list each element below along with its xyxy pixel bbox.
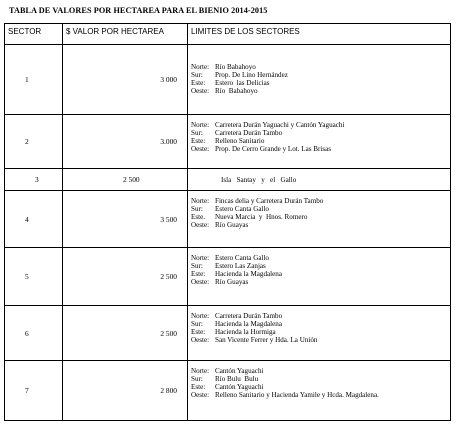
limite-direccion: Sur: xyxy=(191,375,203,383)
limite-direccion: Oeste: xyxy=(191,87,210,95)
limite-direccion: Oeste: xyxy=(191,145,210,153)
table-row xyxy=(5,191,451,248)
limite-direccion: Este. xyxy=(191,213,205,221)
limite-direccion: Sur: xyxy=(191,205,203,213)
header-limites: LIMITES DE LOS SECTORES xyxy=(188,24,451,45)
limite-direccion: Oeste: xyxy=(191,278,210,286)
limite-direccion: Oeste: xyxy=(191,221,210,229)
limite-descripcion: Prop. De Lino Hernández xyxy=(215,71,288,79)
sector-cell: 5 xyxy=(5,248,63,306)
limite-line xyxy=(191,312,450,320)
limites-cell xyxy=(188,45,451,115)
limite-direccion: Este: xyxy=(191,270,206,278)
header-sector: SECTOR xyxy=(5,24,63,45)
limites-cell xyxy=(188,248,451,306)
limite-line xyxy=(191,221,450,229)
limite-line xyxy=(191,71,450,79)
valor-cell: 2 800 xyxy=(63,361,188,421)
limite-direccion: Oeste: xyxy=(191,391,210,399)
valor-cell: 3.000 xyxy=(63,115,188,169)
limite-direccion: Norte: xyxy=(191,254,210,262)
limite-line xyxy=(191,79,450,87)
limite-descripcion: Carretera Durán Tambo xyxy=(215,129,283,137)
limite-descripcion: Cantón Yaguachi xyxy=(215,383,264,391)
limite-descripcion: Hacienda la Magdalena xyxy=(215,320,282,328)
limite-descripcion: San Vicente Ferrer y Hda. La Unión xyxy=(215,336,318,344)
limite-direccion: Este: xyxy=(191,383,206,391)
limite-line xyxy=(191,278,450,286)
limite-line xyxy=(191,367,450,375)
limite-line xyxy=(191,262,450,270)
limite-line xyxy=(191,121,450,129)
limite-descripcion: Hacienda la Magdalena xyxy=(215,270,282,278)
limite-direccion: Norte: xyxy=(191,197,210,205)
limite-unico: Isla Santay y el Gallo xyxy=(221,175,297,184)
valor-cell: 2 500 xyxy=(63,169,188,191)
page-title: TABLA DE VALORES POR HECTAREA PARA EL BIENIO 2014-2015 xyxy=(9,6,268,15)
limite-direccion: Norte: xyxy=(191,63,210,71)
limite-descripcion: Estero Las Zanjas xyxy=(215,262,266,270)
limite-descripcion: Río Guayas xyxy=(215,278,249,286)
table-row xyxy=(5,169,451,191)
limites-cell xyxy=(188,169,451,191)
table-row xyxy=(5,45,451,115)
limite-line xyxy=(191,320,450,328)
limite-descripcion: Río Guayas xyxy=(215,221,249,229)
limite-descripcion: Nueva Marcia y Hnos. Romero xyxy=(215,213,308,221)
sector-cell: 4 xyxy=(5,191,63,248)
limite-descripcion: Hacienda la Hormiga xyxy=(215,328,276,336)
limite-line xyxy=(191,129,450,137)
sector-cell: 3 xyxy=(5,169,63,191)
limite-line xyxy=(191,391,450,399)
valor-cell: 2 500 xyxy=(63,248,188,306)
limite-line xyxy=(191,87,450,95)
limite-descripcion: Carretera Durán Yaguachi y Cantón Yaguachi xyxy=(215,121,345,129)
valores-table xyxy=(4,23,451,421)
limite-direccion: Norte: xyxy=(191,121,210,129)
limite-line xyxy=(191,205,450,213)
limite-direccion: Sur: xyxy=(191,71,203,79)
limite-direccion: Este: xyxy=(191,79,206,87)
limite-line xyxy=(191,328,450,336)
limite-direccion: Oeste: xyxy=(191,336,210,344)
valor-cell: 3 500 xyxy=(63,191,188,248)
limite-line xyxy=(191,213,450,221)
limite-descripcion: Río Babahoyo xyxy=(215,63,256,71)
valor-cell: 2 500 xyxy=(63,306,188,361)
valor-cell: 3 000 xyxy=(63,45,188,115)
limite-direccion: Sur: xyxy=(191,262,203,270)
limite-direccion: Este: xyxy=(191,328,206,336)
limite-descripcion: Río Babahoyo xyxy=(215,87,258,95)
limite-line xyxy=(191,197,450,205)
limite-direccion: Norte: xyxy=(191,367,210,375)
table-body xyxy=(5,45,451,421)
table-row xyxy=(5,248,451,306)
limite-descripcion: Relleno Sanitario xyxy=(215,137,265,145)
limite-line xyxy=(191,270,450,278)
table-row xyxy=(5,306,451,361)
limite-direccion: Este: xyxy=(191,137,206,145)
table-row xyxy=(5,361,451,421)
sector-cell: 1 xyxy=(5,45,63,115)
limite-line xyxy=(191,375,450,383)
limite-descripcion: Prop. De Cerro Grande y Lot. Las Brisas xyxy=(215,145,332,153)
limite-descripcion: Estero Canta Gallo xyxy=(215,254,269,262)
limite-line xyxy=(191,336,450,344)
limite-line xyxy=(191,383,450,391)
limites-cell xyxy=(188,306,451,361)
limite-line xyxy=(191,254,450,262)
limite-line xyxy=(191,137,450,145)
limites-cell xyxy=(188,361,451,421)
limite-line xyxy=(191,145,450,153)
limite-descripcion: Cantón Yaguachi xyxy=(215,367,264,375)
header-valor: $ VALOR POR HECTAREA xyxy=(63,24,188,45)
limite-direccion: Sur: xyxy=(191,129,203,137)
limite-descripcion: Estero Canta Gallo xyxy=(215,205,269,213)
limite-line xyxy=(191,63,450,71)
limite-descripcion: Carretera Durán Tambo xyxy=(215,312,283,320)
limite-descripcion: Fincas delia y Carretera Durán Tambo xyxy=(215,197,324,205)
sector-cell: 6 xyxy=(5,306,63,361)
limites-cell xyxy=(188,191,451,248)
limites-cell xyxy=(188,115,451,169)
limite-direccion: Norte: xyxy=(191,312,210,320)
sector-cell: 7 xyxy=(5,361,63,421)
limite-descripcion: Estero las Delicias xyxy=(215,79,270,87)
sector-cell: 2 xyxy=(5,115,63,169)
limite-direccion: Sur: xyxy=(191,320,203,328)
limite-descripcion: Relleno Sanitario y Hacienda Yamile y Hcda. Magdalena. xyxy=(215,391,379,399)
table-row xyxy=(5,115,451,169)
table-header-row xyxy=(5,24,451,45)
limite-descripcion: Río Bulu Bulu xyxy=(215,375,259,383)
